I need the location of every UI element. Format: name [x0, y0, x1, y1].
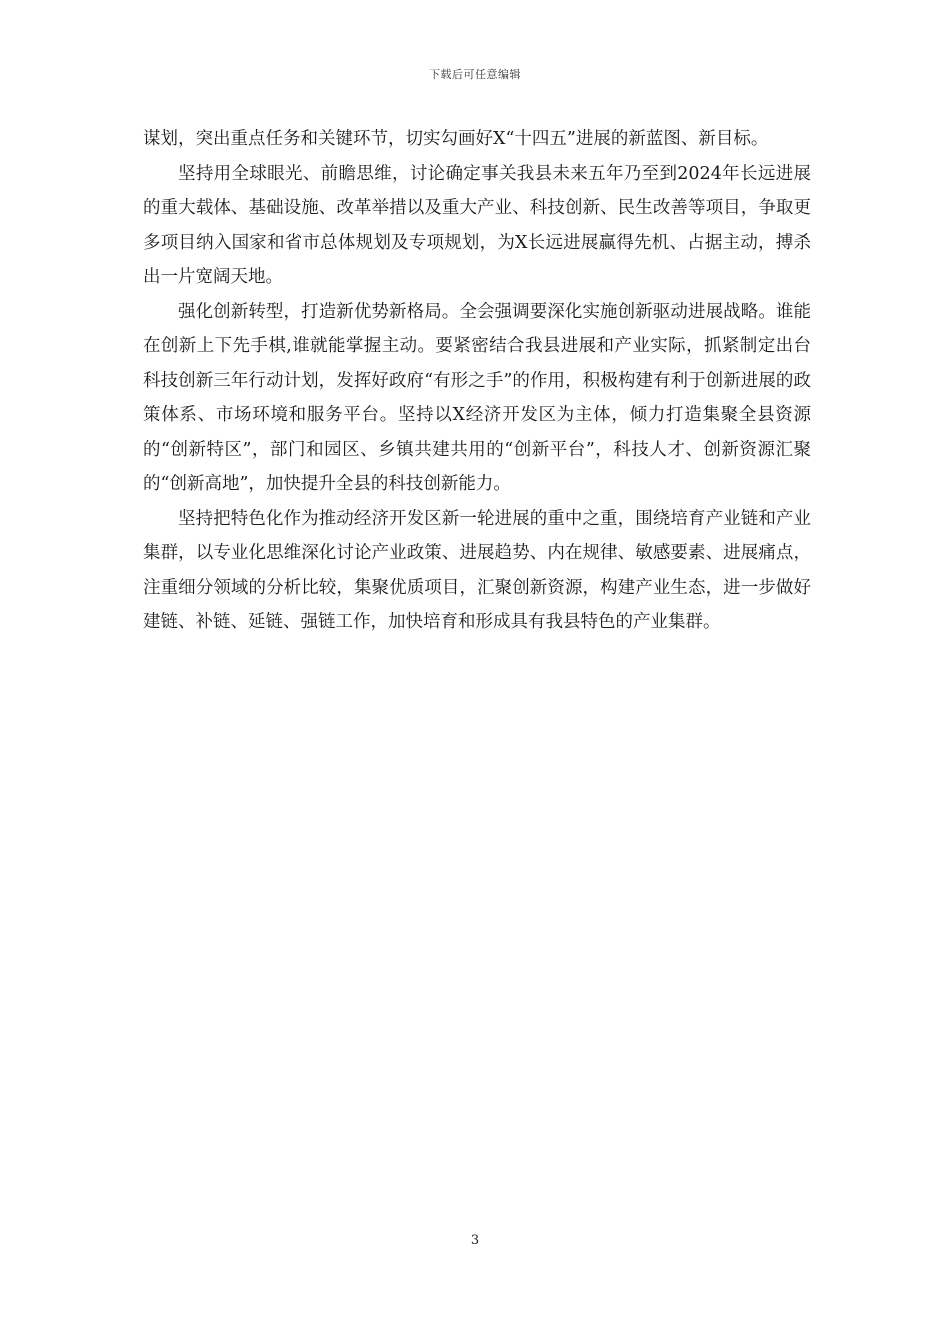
paragraph-continued: 谋划，突出重点任务和关键环节，切实勾画好X“十四五”进展的新蓝图、新目标。 [143, 129, 769, 149]
document-body [143, 122, 811, 640]
page-number: 3 [470, 1233, 480, 1248]
paragraph: 坚持把特色化作为推动经济开发区新一轮进展的重中之重，围绕培育产业链和产业集群，以专业化思维深化讨论产业政策、进展趋势、内在规律、敏感要素、进展痛点，注重细分领域的分析比较，集聚优质项目，汇聚创新资源，构建产业生态，进一步做好建链、补链、延链、强链工作，加快培育和形成具有我县特色的产业集群。 [143, 508, 811, 632]
paragraph: 坚持用全球眼光、前瞻思维，讨论确定事关我县未来五年乃至到2024年长远进展的重大载体、基础设施、改革举措以及重大产业、科技创新、民生改善等项目，争取更多项目纳入国家和省市总体规划及专项规划，为X长远进展赢得先机、占据主动，搏杀出一片宽阔天地。 [143, 163, 811, 287]
paragraph: 强化创新转型，打造新优势新格局。全会强调要深化实施创新驱动进展战略。谁能在创新上下先手棋,谁就能掌握主动。要紧密结合我县进展和产业实际，抓紧制定出台科技创新三年行动计划，发挥好政府“有形之手”的作用，积极构建有利于创新进展的政策体系、市场环境和服务平台。坚持以X经济开发区为主体，倾力打造集聚全县资源的“创新特区”，部门和园区、乡镇共建共用的“创新平台”，科技人才、创新资源汇聚的“创新高地”，加快提升全县的科技创新能力。 [143, 301, 811, 494]
page-header: 下载后可任意编辑 [429, 68, 521, 81]
